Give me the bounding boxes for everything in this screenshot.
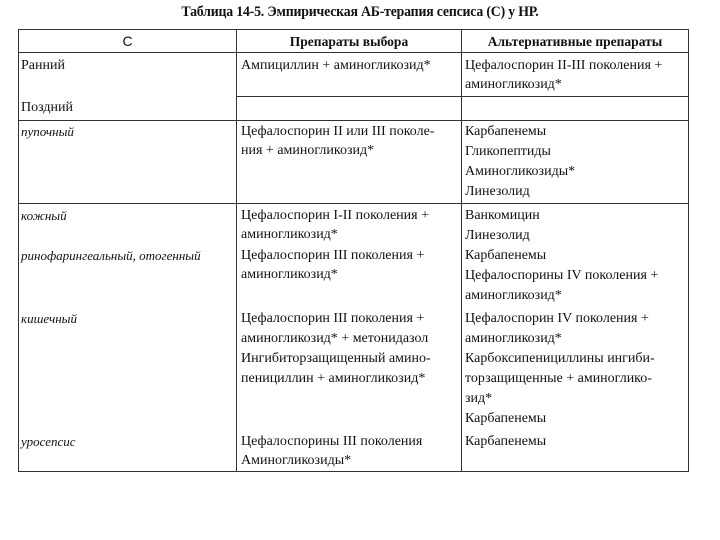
intestinal-choice-line-4: пенициллин + аминогликозид*	[241, 371, 426, 386]
umbilical-alt-line-2: Гликопептиды	[465, 144, 551, 159]
intestinal-choice-line-1: Цефалоспорин III поколения +	[241, 311, 425, 326]
table-top-border	[18, 29, 688, 30]
urosepsis-choice-line-2: Аминогликозиды*	[241, 453, 352, 468]
rhino-alt-line-2: Цефалоспорины IV поколения +	[465, 268, 659, 283]
urosepsis-choice-line-1: Цефалоспорины III поколения	[241, 434, 423, 449]
late-row-border	[18, 120, 688, 121]
skin-alt-line-2: Линезолид	[465, 228, 530, 243]
umbilical-alt-line-4: Линезолид	[465, 184, 530, 199]
early-alt-line-1: Цефалоспорин II-III поколения +	[465, 58, 663, 73]
table-bottom-border	[18, 471, 688, 472]
header-c: С	[122, 33, 133, 49]
left-border	[18, 29, 19, 472]
row-label-intestinal: кишечный	[21, 311, 77, 326]
row-label-early: Ранний	[21, 58, 65, 73]
umbilical-choice-line-2: ния + аминогликозид*	[241, 143, 375, 158]
row-label-skin: кожный	[21, 208, 67, 223]
skin-alt-line-1: Ванкомицин	[465, 208, 540, 223]
table-title: Таблица 14-5. Эмпирическая АБ-терапия сепсиса (С) у НР.	[181, 4, 539, 20]
header-choice: Препараты выбора	[289, 34, 409, 49]
early-choice: Ампициллин + аминогликозид*	[241, 58, 431, 73]
umbilical-row-border	[18, 203, 688, 204]
rhino-alt-line-1: Карбапенемы	[465, 248, 547, 263]
header-alternative: Альтернативные препараты	[487, 34, 663, 49]
right-border	[688, 29, 689, 472]
col-divider-1	[236, 29, 237, 472]
umbilical-choice-line-1: Цефалоспорин II или III поколе-	[241, 124, 435, 139]
umbilical-alt-line-3: Аминогликозиды*	[465, 164, 576, 179]
col-divider-2	[461, 29, 462, 472]
intestinal-alt-line-5: зид*	[465, 391, 493, 406]
rhino-choice-line-1: Цефалоспорин III поколения +	[241, 248, 425, 263]
header-bottom-border	[18, 52, 688, 53]
intestinal-alt-line-1: Цефалоспорин IV поколения +	[465, 311, 649, 326]
urosepsis-alt-line-1: Карбапенемы	[465, 434, 547, 449]
intestinal-alt-line-3: Карбоксипенициллины ингиби-	[465, 351, 655, 366]
intestinal-choice-line-3: Ингибиторзащищенный амино-	[241, 351, 431, 366]
early-alt-line-2: аминогликозид*	[465, 77, 562, 92]
intestinal-alt-line-6: Карбапенемы	[465, 411, 547, 426]
umbilical-alt-line-1: Карбапенемы	[465, 124, 547, 139]
rhino-choice-line-2: аминогликозид*	[241, 267, 338, 282]
intestinal-choice-line-2: аминогликозид* + метонидазол	[241, 331, 429, 346]
row-label-umbilical: пупочный	[21, 124, 74, 139]
early-row-border	[236, 96, 688, 97]
row-label-late: Поздний	[21, 100, 73, 115]
intestinal-alt-line-2: аминогликозид*	[465, 331, 562, 346]
row-label-urosepsis: уросепсис	[21, 434, 76, 449]
intestinal-alt-line-4: торзащищенные + аминоглико-	[465, 371, 652, 386]
skin-choice-line-1: Цефалоспорин I-II поколения +	[241, 208, 429, 223]
rhino-alt-line-3: аминогликозид*	[465, 288, 562, 303]
row-label-rhinopharyngeal: ринофарингеальный, отогенный	[21, 248, 201, 263]
skin-choice-line-2: аминогликозид*	[241, 227, 338, 242]
